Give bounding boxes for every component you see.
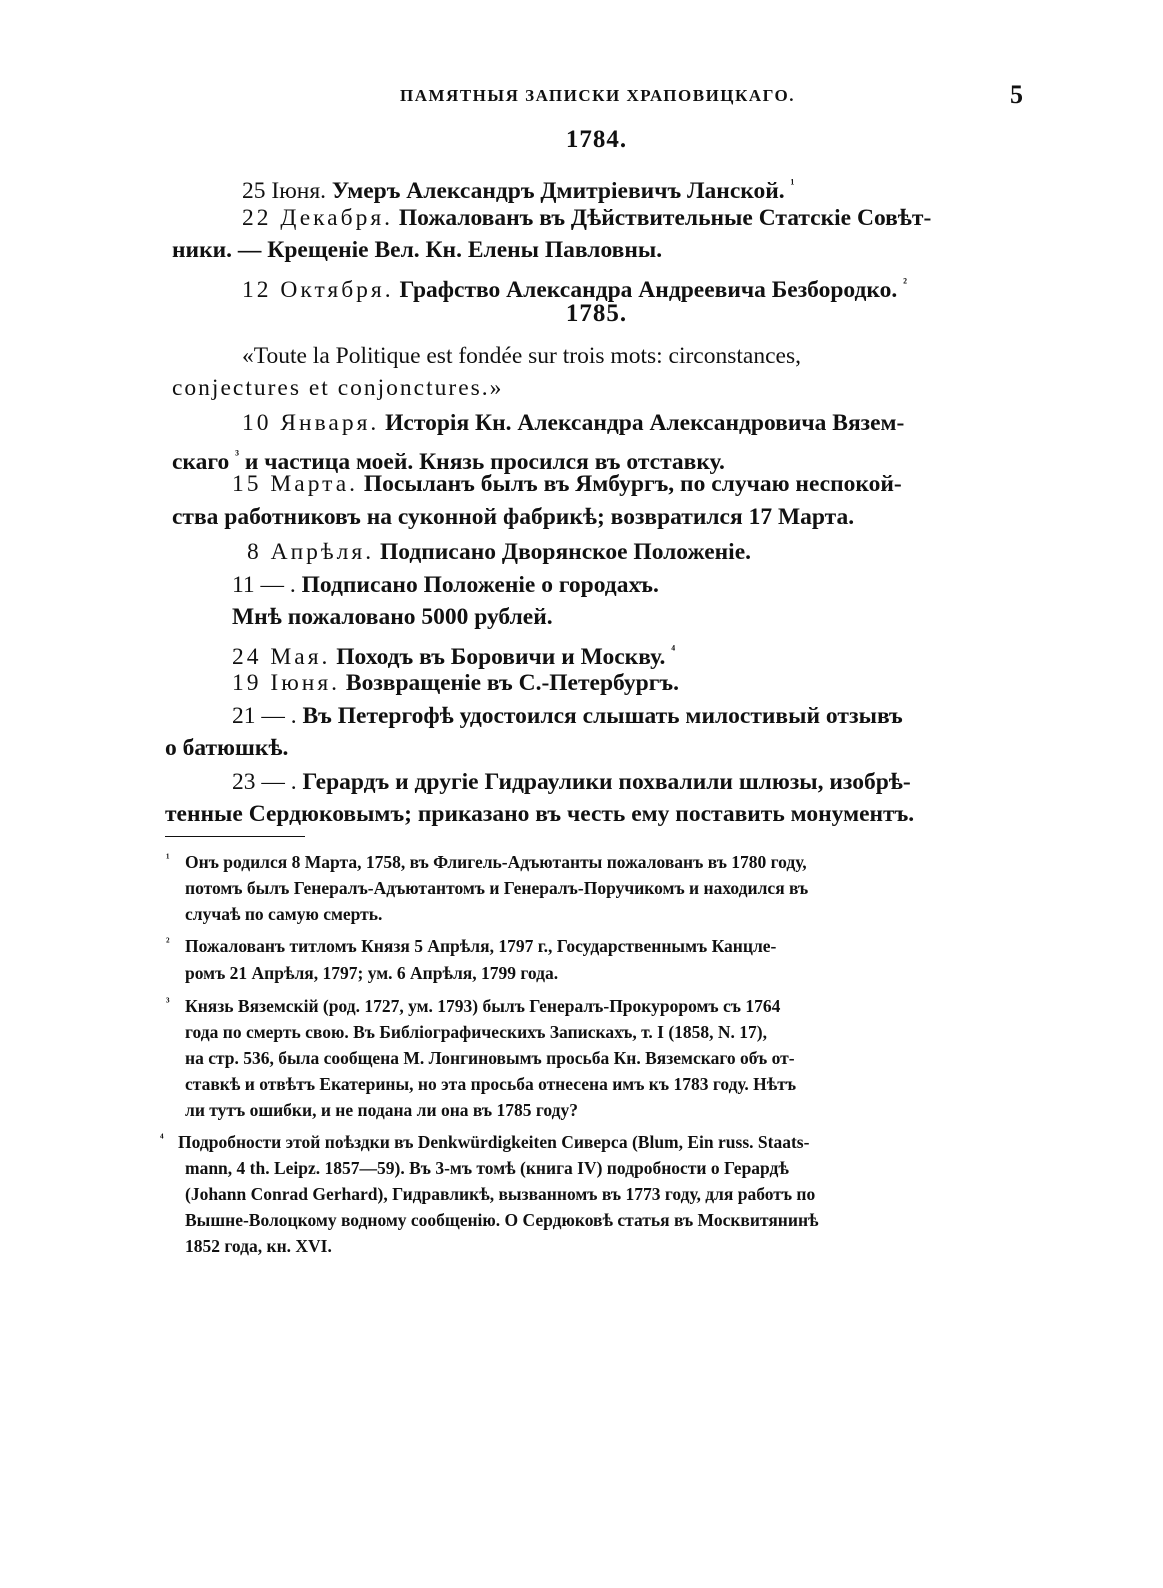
entry-date: 22 Декабря. (242, 205, 394, 231)
entry-date: 12 Октября. (242, 277, 394, 303)
footnote-3-line4: ставкѣ и отвѣтъ Екатерины, но эта просьба отнесена имъ къ 1783 году. Нѣтъ (185, 1074, 797, 1094)
quote-line2: conjectures et conjonctures.» (172, 375, 504, 401)
footnote-ref: ⁴ (671, 642, 676, 657)
footnote-4-line4: Вышне-Волоцкому водному сообщенію. О Сердюковѣ статья въ Москвитянинѣ (185, 1210, 819, 1230)
footnote-3-line2: года по смерть свою. Въ Библіографическихъ Запискахъ, т. I (1858, N. 17), (185, 1022, 767, 1042)
footnote-4-line3: (Johann Conrad Gerhard), Гидравликѣ, вызванномъ въ 1773 году, для работъ по (185, 1184, 816, 1204)
footnote-4-line1: Подробности этой поѣздки въ Denkwürdigkeiten Сиверса (Blum, Ein russ. Staats- (178, 1132, 810, 1152)
footnote-4-line2: mann, 4 th. Leipz. 1857—59). Въ 3-мъ томѣ (книга IV) подробности о Герардѣ (185, 1158, 789, 1178)
footnote-1-mark: ¹ (166, 851, 170, 865)
entry-23-june-line2: тенные Сердюковымъ; приказано въ честь ему поставить монументъ. (165, 801, 915, 827)
entry-22-december-line1 (242, 200, 931, 236)
footnote-3-mark: ³ (166, 995, 170, 1009)
running-head (0, 80, 1163, 112)
footnote-3-line1: Князь Вяземскій (род. 1727, ум. 1793) былъ Генералъ-Прокуроромъ съ 1764 (185, 996, 781, 1016)
entry-text: скаго (172, 449, 230, 475)
footnote-4-mark: ⁴ (160, 1131, 164, 1145)
entry-text: Герардъ и другіе Гидраулики похвалили шлюзы, изобрѣ- (302, 769, 911, 795)
entry-text: Возвращеніе въ С.-Петербургъ. (345, 670, 679, 696)
entry-date: 23 — . (232, 769, 297, 795)
footnote-ref: ³ (235, 447, 239, 462)
entry-23-june-line1 (232, 764, 911, 800)
entry-19-june (232, 665, 679, 701)
footnote-2-line1: Пожалованъ титломъ Князя 5 Апрѣля, 1797 г., Государственнымъ Канцле- (185, 936, 777, 956)
footnote-2-line2: ромъ 21 Апрѣля, 1797; ум. 6 Апрѣля, 1799 года. (185, 963, 559, 983)
entry-10-january-line1 (242, 405, 904, 441)
entry-text: Посыланъ былъ въ Ямбургъ, по случаю неспокой- (363, 471, 902, 497)
footnote-1-line2: потомъ былъ Генералъ-Адъютантомъ и Генералъ-Поручикомъ и находился въ (185, 878, 809, 898)
entry-text: Походъ въ Боровичи и Москву. (336, 644, 666, 670)
entry-text: Подписано Дворянское Положеніе. (379, 539, 752, 565)
entry-text: и частица моей. Князь просился въ отставку. (244, 449, 725, 475)
entry-15-march-line2: ства работниковъ на суконной фабрикѣ; возвратился 17 Марта. (172, 504, 855, 530)
entry-text: Исторія Кн. Александра Александровича Вязем- (385, 410, 905, 436)
entry-15-march-line1 (232, 466, 902, 502)
footnote-ref: ² (903, 275, 908, 290)
entry-text: Подписано Положеніе о городахъ. (301, 572, 659, 598)
footnote-separator (165, 836, 305, 837)
entry-date: 21 — . (232, 703, 297, 729)
year-heading-1784: 1784. (565, 126, 628, 153)
entry-text: Пожалованъ въ Дѣйствительные Статскіе Совѣт- (398, 205, 932, 231)
footnote-ref: ¹ (790, 176, 795, 191)
footnote-4-line5: 1852 года, кн. XVI. (185, 1236, 332, 1256)
quote-line1: «Toute la Politique est fondée sur trois mots: circonstances, (242, 343, 801, 369)
entry-11-april (232, 567, 659, 603)
entry-date: 11 — . (232, 572, 296, 598)
page-number: 5 (1010, 80, 1023, 109)
entry-date: 10 Января. (242, 410, 380, 436)
footnote-1-line1: Онъ родился 8 Марта, 1758, въ Флигель-Адъютанты пожалованъ въ 1780 году, (185, 852, 807, 872)
entry-date: 19 Іюня. (232, 670, 341, 696)
footnote-3-line3: на стр. 536, была сообщена М. Лонгиновымъ просьба Кн. Вяземскаго объ от- (185, 1048, 795, 1068)
entry-text: Въ Петергофѣ удостоился слышать милостивый отзывъ (302, 703, 903, 729)
entry-date: 25 Іюня. (242, 178, 327, 204)
entry-award: Мнѣ пожаловано 5000 рублей. (232, 604, 553, 630)
entry-22-december-line2: ники. — Крещеніе Вел. Кн. Елены Павловны. (172, 237, 663, 263)
entry-text: Графство Александра Андреевича Безбородко. (399, 277, 898, 303)
year-heading-1785: 1785. (565, 300, 628, 327)
footnote-3-line5: ли тутъ ошибки, и не подана ли она въ 1785 году? (185, 1100, 578, 1120)
running-title: ПАМЯТНЫЯ ЗАПИСКИ ХРАПОВИЦКАГО. (400, 86, 795, 105)
entry-date: 24 Мая. (232, 644, 331, 670)
entry-21-june-line1 (232, 698, 903, 734)
entry-date: 15 Марта. (232, 471, 359, 497)
entry-text: Умеръ Александръ Дмитріевичъ Ланской. (331, 178, 785, 204)
entry-8-april (247, 534, 751, 570)
footnote-2-mark: ² (166, 935, 170, 949)
footnote-1-line3: случаѣ по самую смерть. (185, 904, 383, 924)
entry-date: 8 Апрѣля. (247, 539, 375, 565)
entry-21-june-line2: о батюшкѣ. (165, 735, 289, 761)
